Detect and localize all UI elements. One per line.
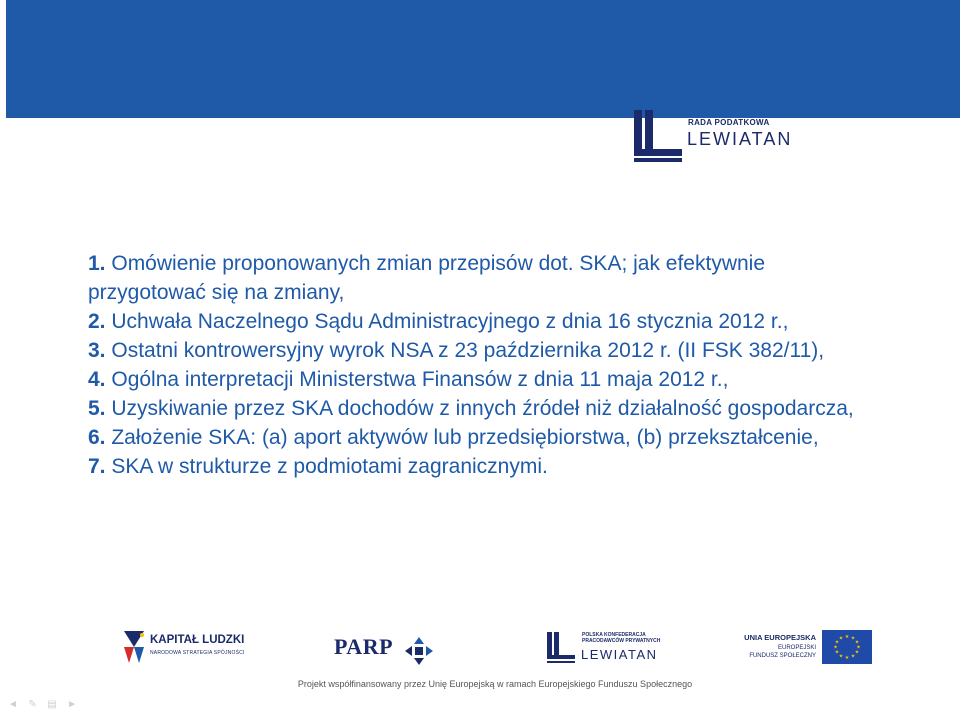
eu-logo (742, 630, 872, 668)
pen-icon[interactable]: ✎ (28, 699, 37, 710)
agenda-number: 5. (88, 397, 106, 420)
lewiatan-mark-icon (630, 106, 686, 166)
svg-text:★: ★ (856, 644, 861, 651)
svg-text:★: ★ (844, 634, 850, 640)
agenda-item (88, 365, 888, 394)
menu-icon[interactable]: ▤ (47, 699, 57, 710)
kapital-ludzki-logo (120, 627, 260, 669)
svg-text:★: ★ (838, 635, 844, 642)
lewiatan-footer-logo (545, 630, 675, 670)
eu-title: UNIA EUROPEJSKA (744, 633, 816, 642)
kapital-ludzki-mark-icon (120, 627, 148, 667)
brand-big-text: LEWIATAN (687, 129, 793, 149)
agenda-list (88, 249, 888, 481)
eu-line3: FUNDUSZ SPOŁECZNY (749, 653, 816, 659)
svg-text:★: ★ (834, 639, 840, 646)
svg-text:★: ★ (850, 635, 856, 642)
agenda-item (88, 336, 888, 365)
previous-icon[interactable]: ◄ (8, 699, 18, 710)
agenda-number: 3. (88, 339, 106, 362)
lewiatan-footer-mark-icon (545, 630, 579, 666)
agenda-number: 6. (88, 426, 106, 449)
agenda-item (88, 394, 888, 423)
eu-flag-icon (822, 630, 872, 664)
agenda-item (88, 249, 888, 307)
svg-text:★: ★ (838, 653, 844, 660)
svg-text:★: ★ (844, 655, 850, 661)
lewiatan-footer-big: LEWIATAN (581, 647, 658, 662)
svg-text:★: ★ (854, 639, 860, 646)
svg-text:★: ★ (834, 649, 840, 656)
agenda-item (88, 423, 888, 452)
parp-logo (334, 630, 434, 670)
agenda-text: Uzyskiwanie przez SKA dochodów z innych źródeł niż działalność gospodarcza, (111, 397, 854, 420)
agenda-text: Ostatni kontrowersyjny wyrok NSA z 23 października 2012 r. (II FSK 382/11), (111, 339, 825, 362)
eu-line2: EUROPEJSKI (777, 645, 816, 651)
brand-small-text: RADA PODATKOWA (688, 118, 770, 127)
agenda-item (88, 307, 888, 336)
kapital-sub: NARODOWA STRATEGIA SPÓJNOŚCI (150, 650, 245, 656)
lewiatan-logo (630, 106, 810, 166)
svg-text:★: ★ (854, 649, 860, 656)
parp-arrows-icon (404, 636, 434, 666)
agenda-text: Założenie SKA: (a) aport aktywów lub przedsiębiorstwa, (b) przekształcenie, (111, 426, 819, 449)
cofinance-note: Projekt współfinansowany przez Unię Europejską w ramach Europejskiego Funduszu Społecznego (297, 679, 693, 689)
agenda-number: 7. (88, 455, 106, 478)
next-icon[interactable]: ► (67, 699, 78, 710)
lewiatan-footer-small: POLSKA KONFEDERACJA PRACODAWCÓW PRYWATNYCH (582, 632, 661, 644)
footer-logos (0, 620, 960, 716)
agenda-text: Uchwała Naczelnego Sądu Administracyjnego z dnia 16 stycznia 2012 r., (111, 310, 789, 333)
slide-nav (8, 694, 83, 708)
agenda-text: Ogólna interpretacji Ministerstwa Finansów z dnia 11 maja 2012 r., (111, 368, 729, 391)
agenda-text: Omówienie proponowanych zmian przepisów dot. SKA; jak efektywnie przygotować się na zmiany, (88, 252, 766, 304)
header-band (6, 0, 960, 118)
agenda-number: 2. (88, 310, 106, 333)
svg-text:★: ★ (833, 644, 838, 651)
parp-text: PARP (334, 634, 394, 659)
svg-text:★: ★ (850, 653, 856, 660)
agenda-item (88, 452, 888, 481)
agenda-number: 1. (88, 252, 106, 275)
kapital-title: KAPITAŁ LUDZKI (150, 634, 245, 646)
agenda-text: SKA w strukturze z podmiotami zagranicznymi. (111, 455, 548, 478)
agenda-number: 4. (88, 368, 106, 391)
